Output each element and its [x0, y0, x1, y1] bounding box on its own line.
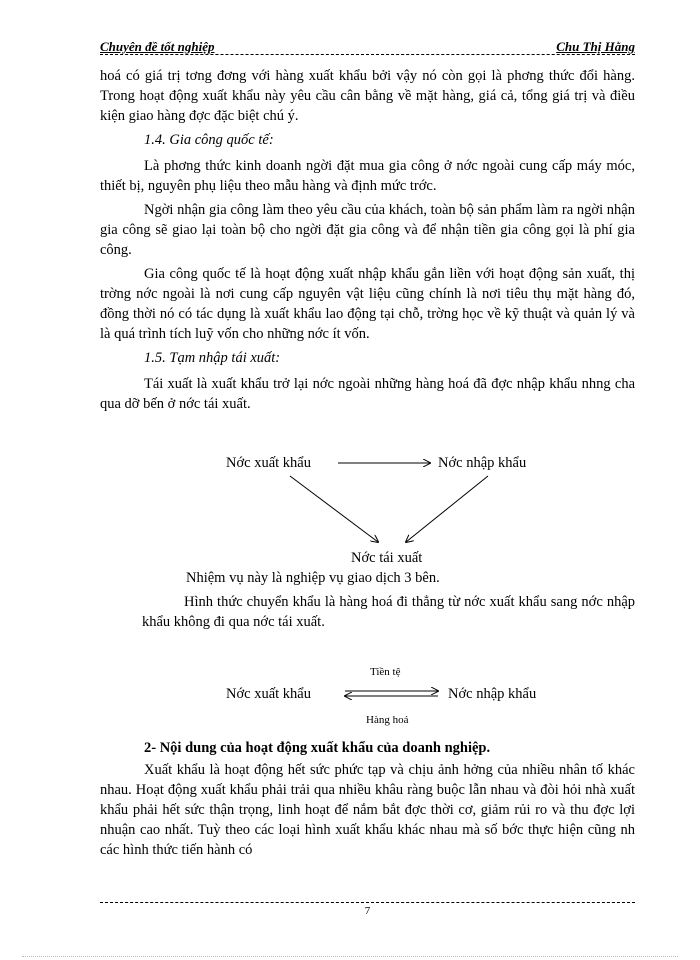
header-author: Chu Thị Hằng — [556, 39, 635, 54]
page-body — [100, 66, 635, 860]
page-bottom-border — [22, 956, 678, 957]
section-heading-1-4: 1.4. Gia công quốc tế: — [144, 132, 274, 148]
paragraph-3: Ngời nhận gia công làm theo yêu cầu của khách, toàn bộ sản phẩm làm ra ngời nhận gia công sẽ giao lại toàn bộ cho ngời đặt gia công và để nhận tiền gia công gọi là phí gia công. — [100, 202, 635, 258]
paragraph-4: Gia công quốc tế là hoạt động xuất nhập khẩu gắn liền với hoạt động sản xuất, thị trờng nớc ngoài là nơi cung cấp nguyên vật liệu cũng chính là nơi tiêu thụ mặt hàng đó, đồng thời nó có tác dụng là xuất khẩu lao động tại chỗ, trờng học về kỹ thuật và quản lý và là quá trình tích luỹ vốn cho những nớc ít vốn. — [100, 266, 635, 342]
paragraph-1: hoá có giá trị tơng đơng với hàng xuất khẩu bởi vậy nó còn gọi là phơng thức đổi hàng. Trong hoạt động xuất khẩu này yêu cầu cân bằng về mặt hàng, giá cả, tổng giá trị và điều kiện giao hàng đợc đặc biệt chú ý. — [100, 68, 635, 124]
node-exporter-2: Nớc xuất khẩu — [226, 686, 311, 702]
triangle-diagram-arrows — [100, 418, 635, 568]
paragraph-2: Là phơng thức kinh doanh ngời đặt mua gia công ở nớc ngoài cung cấp máy móc, thiết bị, nguyên phụ liệu theo mẫu hàng và định mức trớc. — [100, 158, 635, 194]
footer-rule — [100, 902, 635, 903]
label-money: Tiền tệ — [370, 666, 401, 678]
page-footer — [100, 902, 635, 917]
header-rule — [100, 54, 635, 55]
arrow-importer-to-reexporter — [406, 476, 488, 542]
paragraph-8: Xuất khẩu là hoạt động hết sức phức tạp và chịu ảnh hởng của nhiều nhân tố khác nhau. Hoạt động xuất khẩu phải trải qua nhiều khâu ràng buộc lẫn nhau và đòi hỏi nhà xuất khẩu phải hết sức thận trọng, linh hoạt để nắm bắt đợc thời cơ, giảm rủi ro và thu đợc lợi nhuận cao nhất. Tuỳ theo các loại hình xuất khẩu khác nhau mà số bớc thực hiện cũng nh các hình thức tiến hành có — [100, 762, 635, 858]
node-importer-2: Nớc nhập khẩu — [448, 686, 537, 702]
page-number: 7 — [364, 905, 371, 917]
node-reexporter: Nớc tái xuất — [351, 550, 423, 566]
header-title: Chuyên đề tốt nghiệp — [100, 39, 215, 54]
label-goods: Hàng hoá — [366, 714, 409, 726]
node-exporter: Nớc xuất khẩu — [226, 455, 311, 471]
paragraph-6: Nhiệm vụ này là nghiệp vụ giao dịch 3 bên. — [186, 570, 440, 586]
section-heading-2: 2- Nội dung của hoạt động xuất khẩu của doanh nghiệp. — [144, 740, 491, 756]
triangle-diagram — [100, 418, 635, 568]
section-heading-1-5: 1.5. Tạm nhập tái xuất: — [144, 350, 281, 366]
transfer-diagram — [100, 636, 635, 732]
arrow-exporter-to-reexporter — [290, 476, 378, 542]
node-importer: Nớc nhập khẩu — [438, 455, 527, 471]
paragraph-7: Hình thức chuyển khẩu là hàng hoá đi thẳng từ nớc xuất khẩu sang nớc nhập khẩu không đi qua nớc tái xuất. — [142, 594, 635, 630]
page-header — [100, 39, 635, 59]
paragraph-5: Tái xuất là xuất khẩu trở lại nớc ngoài những hàng hoá đã đợc nhập khẩu nhng cha qua dỡ bến ở nớc tái xuất. — [100, 376, 635, 412]
